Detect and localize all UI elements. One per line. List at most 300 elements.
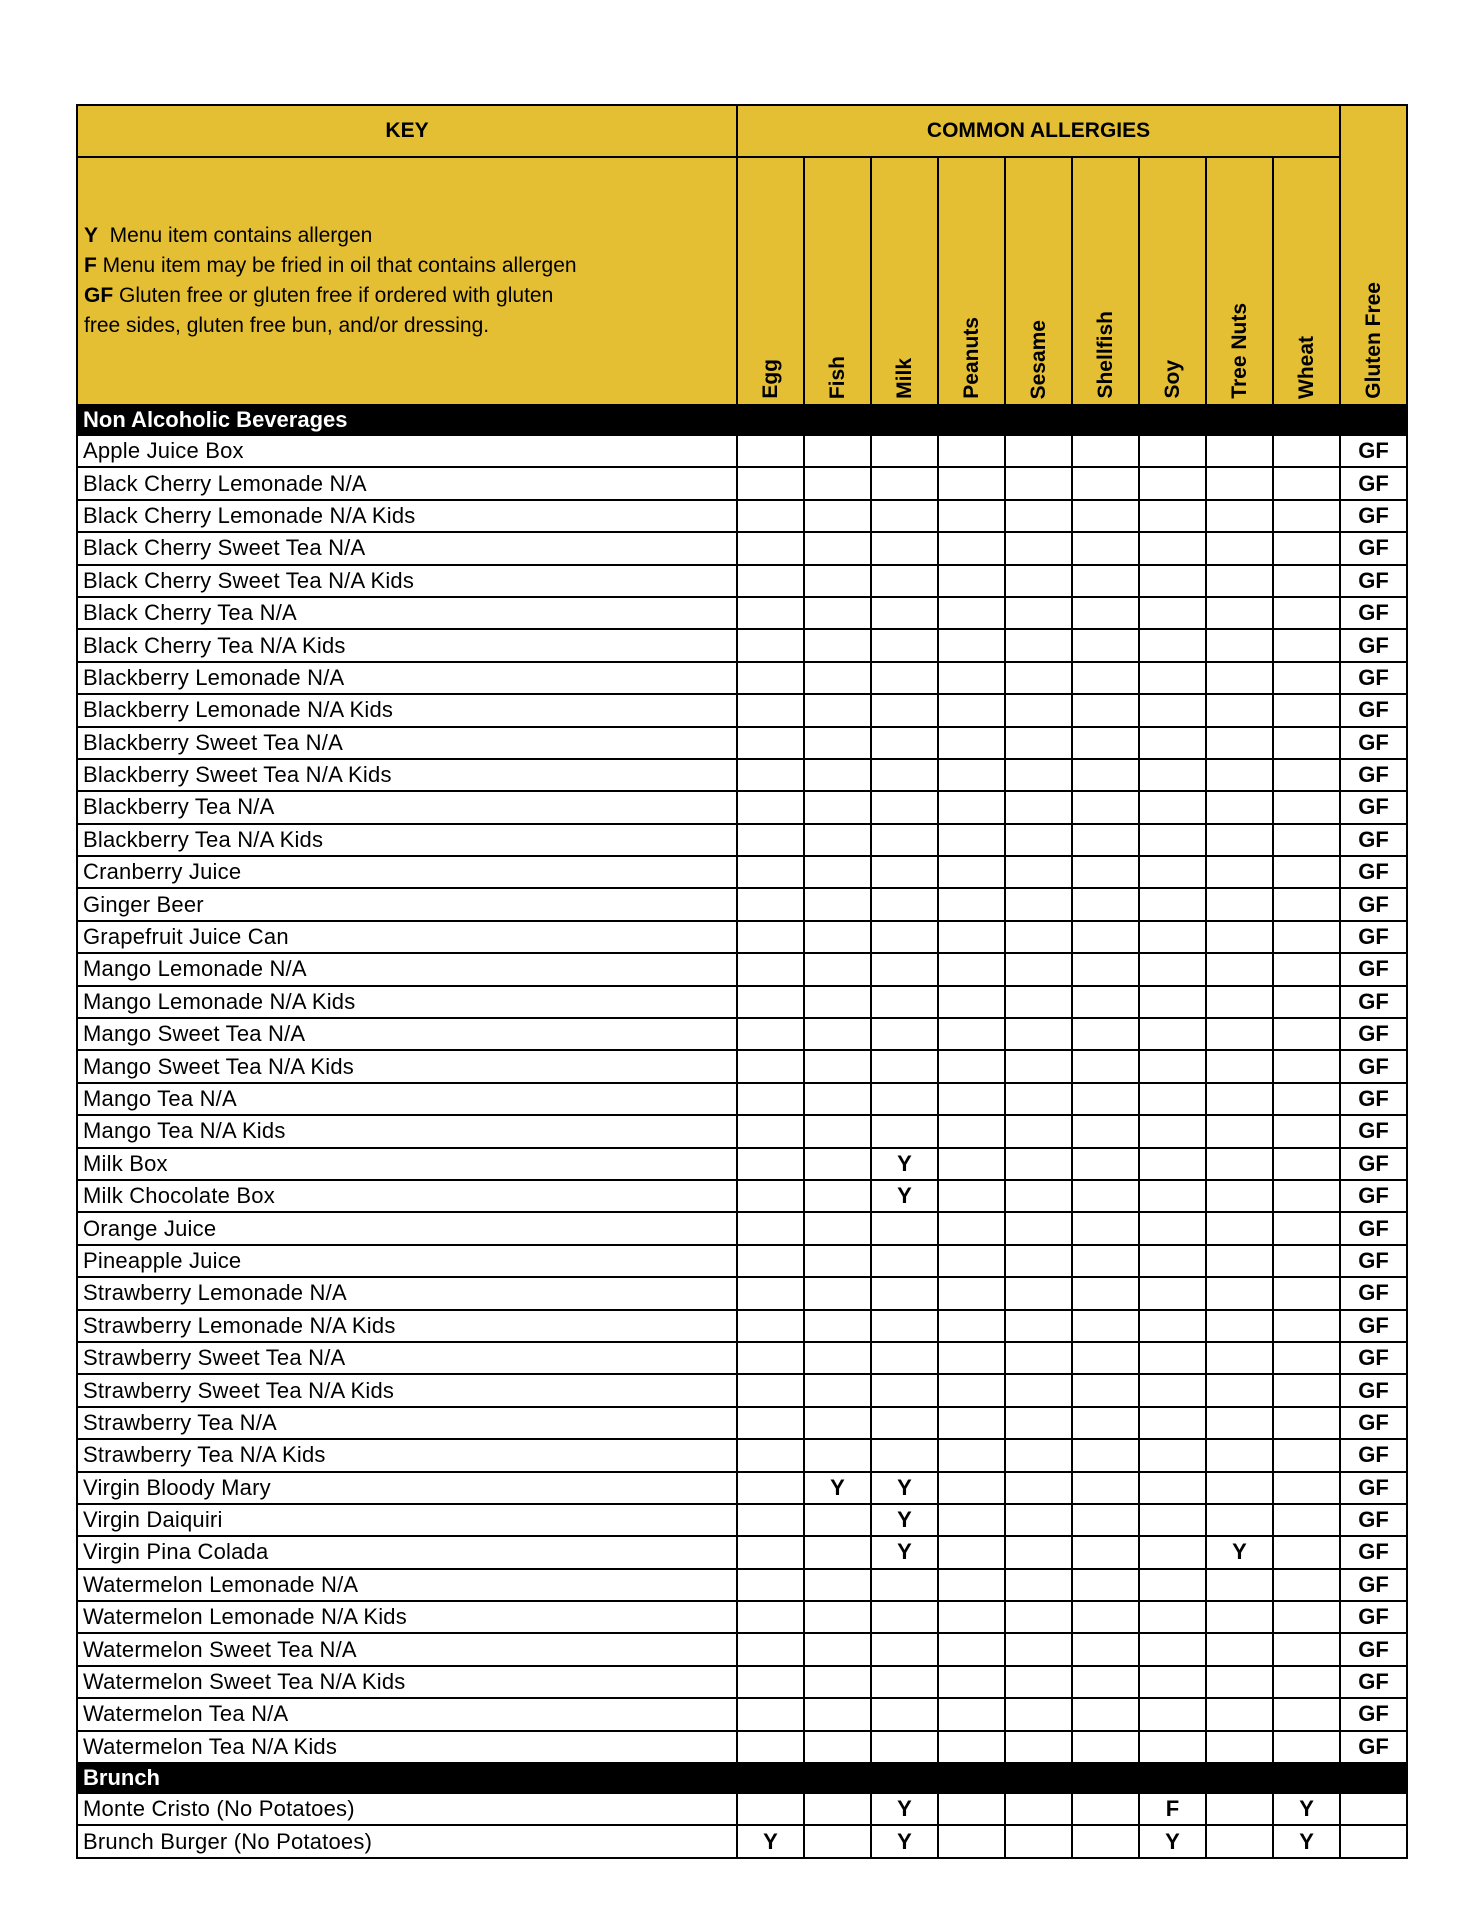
allergen-cell-peanuts <box>938 1342 1005 1374</box>
allergen-cell-peanuts <box>938 629 1005 661</box>
item-name: Black Cherry Lemonade N/A <box>77 467 737 499</box>
allergen-cell-shellfish <box>1072 921 1139 953</box>
allergen-cell-wheat <box>1273 694 1340 726</box>
gluten-free-cell: GF <box>1340 791 1407 823</box>
allergen-cell-fish <box>804 565 871 597</box>
allergen-cell-tree-nuts <box>1206 1018 1273 1050</box>
table-row <box>77 1018 1407 1050</box>
allergen-cell-sesame <box>1005 1115 1072 1147</box>
allergen-cell-egg <box>737 1472 804 1504</box>
allergen-cell-peanuts <box>938 1536 1005 1568</box>
gluten-free-cell: GF <box>1340 1439 1407 1471</box>
allergen-cell-shellfish <box>1072 824 1139 856</box>
gluten-free-cell: GF <box>1340 1180 1407 1212</box>
gluten-free-cell: GF <box>1340 824 1407 856</box>
allergen-cell-shellfish <box>1072 1601 1139 1633</box>
allergen-cell-tree-nuts <box>1206 1698 1273 1730</box>
allergen-cell-peanuts <box>938 727 1005 759</box>
gluten-free-cell: GF <box>1340 856 1407 888</box>
allergen-label: Milk <box>892 358 916 399</box>
allergen-cell-fish <box>804 921 871 953</box>
allergen-cell-soy: Y <box>1139 1825 1206 1857</box>
allergen-cell-soy <box>1139 727 1206 759</box>
allergen-cell-egg <box>737 1793 804 1825</box>
item-name: Milk Box <box>77 1148 737 1180</box>
gluten-free-cell: GF <box>1340 1601 1407 1633</box>
allergen-cell-tree-nuts <box>1206 1212 1273 1244</box>
allergen-cell-fish <box>804 824 871 856</box>
allergen-cell-fish <box>804 629 871 661</box>
allergen-header-egg <box>737 157 804 405</box>
allergen-cell-fish <box>804 1407 871 1439</box>
allergen-cell-fish <box>804 1601 871 1633</box>
allergen-cell-wheat <box>1273 1731 1340 1763</box>
allergen-cell-shellfish <box>1072 1018 1139 1050</box>
allergen-cell-soy <box>1139 1407 1206 1439</box>
item-name: Strawberry Lemonade N/A <box>77 1277 737 1309</box>
item-name: Black Cherry Lemonade N/A Kids <box>77 500 737 532</box>
allergen-cell-fish <box>804 759 871 791</box>
table-row <box>77 986 1407 1018</box>
allergen-header-shellfish <box>1072 157 1139 405</box>
item-name: Blackberry Tea N/A Kids <box>77 824 737 856</box>
allergen-cell-peanuts <box>938 597 1005 629</box>
allergen-cell-fish <box>804 1277 871 1309</box>
allergen-cell-tree-nuts <box>1206 888 1273 920</box>
allergen-cell-peanuts <box>938 662 1005 694</box>
allergen-cell-sesame <box>1005 1698 1072 1730</box>
allergen-cell-wheat <box>1273 759 1340 791</box>
item-name: Virgin Pina Colada <box>77 1536 737 1568</box>
allergen-cell-milk <box>871 1083 938 1115</box>
table-row <box>77 694 1407 726</box>
allergen-cell-peanuts <box>938 565 1005 597</box>
allergen-cell-soy <box>1139 1018 1206 1050</box>
allergen-cell-peanuts <box>938 1212 1005 1244</box>
allergen-cell-tree-nuts <box>1206 1374 1273 1406</box>
allergen-cell-milk <box>871 1115 938 1147</box>
allergen-cell-tree-nuts <box>1206 759 1273 791</box>
allergen-cell-wheat <box>1273 662 1340 694</box>
allergen-cell-sesame <box>1005 888 1072 920</box>
allergen-cell-peanuts <box>938 759 1005 791</box>
allergen-cell-soy <box>1139 824 1206 856</box>
allergen-cell-soy <box>1139 597 1206 629</box>
allergen-cell-tree-nuts <box>1206 597 1273 629</box>
allergen-header-wheat <box>1273 157 1340 405</box>
table-row <box>77 629 1407 661</box>
table-row <box>77 597 1407 629</box>
allergen-cell-milk <box>871 1374 938 1406</box>
allergen-cell-fish <box>804 1148 871 1180</box>
allergen-cell-fish <box>804 1310 871 1342</box>
allergen-cell-egg <box>737 1666 804 1698</box>
allergen-cell-sesame <box>1005 694 1072 726</box>
item-name: Grapefruit Juice Can <box>77 921 737 953</box>
allergen-cell-egg <box>737 1407 804 1439</box>
allergen-cell-peanuts <box>938 1407 1005 1439</box>
allergen-cell-soy <box>1139 791 1206 823</box>
item-name: Cranberry Juice <box>77 856 737 888</box>
item-name: Black Cherry Sweet Tea N/A Kids <box>77 565 737 597</box>
allergen-cell-fish <box>804 532 871 564</box>
item-name: Blackberry Sweet Tea N/A Kids <box>77 759 737 791</box>
allergen-label: Tree Nuts <box>1227 303 1251 399</box>
gluten-free-cell: GF <box>1340 565 1407 597</box>
allergen-cell-shellfish <box>1072 629 1139 661</box>
allergen-cell-tree-nuts <box>1206 1666 1273 1698</box>
table-row <box>77 1731 1407 1763</box>
allergen-cell-egg <box>737 1342 804 1374</box>
gluten-free-header: Gluten Free <box>1361 282 1385 399</box>
allergen-cell-fish <box>804 1115 871 1147</box>
allergen-cell-soy <box>1139 1698 1206 1730</box>
allergen-cell-shellfish <box>1072 1569 1139 1601</box>
allergen-cell-sesame <box>1005 467 1072 499</box>
allergen-cell-egg <box>737 1310 804 1342</box>
allergen-cell-milk <box>871 1666 938 1698</box>
allergen-cell-shellfish <box>1072 1793 1139 1825</box>
allergen-cell-fish <box>804 1342 871 1374</box>
item-name: Brunch Burger (No Potatoes) <box>77 1825 737 1857</box>
allergen-cell-sesame <box>1005 1504 1072 1536</box>
allergen-cell-wheat <box>1273 1504 1340 1536</box>
allergen-cell-egg <box>737 986 804 1018</box>
allergen-cell-fish <box>804 1245 871 1277</box>
allergen-cell-milk <box>871 435 938 467</box>
allergen-cell-wheat <box>1273 1083 1340 1115</box>
allergen-cell-shellfish <box>1072 467 1139 499</box>
gluten-free-cell: GF <box>1340 986 1407 1018</box>
allergen-cell-fish <box>804 1083 871 1115</box>
allergen-cell-milk <box>871 597 938 629</box>
allergen-cell-soy <box>1139 1569 1206 1601</box>
key-legend <box>77 157 737 405</box>
gluten-free-cell <box>1340 1825 1407 1857</box>
item-name: Apple Juice Box <box>77 435 737 467</box>
table-row <box>77 1310 1407 1342</box>
allergen-cell-fish <box>804 1050 871 1082</box>
allergen-cell-sesame <box>1005 856 1072 888</box>
allergen-cell-wheat <box>1273 467 1340 499</box>
allergen-cell-peanuts <box>938 1277 1005 1309</box>
allergen-label: Egg <box>758 359 782 399</box>
gluten-free-cell: GF <box>1340 597 1407 629</box>
table-row <box>77 727 1407 759</box>
allergen-cell-wheat <box>1273 1212 1340 1244</box>
allergen-cell-peanuts <box>938 435 1005 467</box>
allergen-cell-shellfish <box>1072 759 1139 791</box>
table-row <box>77 1698 1407 1730</box>
allergen-cell-peanuts <box>938 1310 1005 1342</box>
allergen-cell-milk <box>871 1245 938 1277</box>
allergen-cell-sesame <box>1005 1148 1072 1180</box>
allergen-cell-tree-nuts <box>1206 1731 1273 1763</box>
allergen-cell-wheat <box>1273 1148 1340 1180</box>
allergen-cell-egg <box>737 1698 804 1730</box>
allergen-cell-wheat <box>1273 1374 1340 1406</box>
allergen-cell-wheat <box>1273 629 1340 661</box>
allergen-cell-tree-nuts <box>1206 986 1273 1018</box>
allergen-cell-fish <box>804 597 871 629</box>
allergen-cell-shellfish <box>1072 694 1139 726</box>
allergen-cell-shellfish <box>1072 856 1139 888</box>
gluten-free-cell: GF <box>1340 1212 1407 1244</box>
item-name: Blackberry Tea N/A <box>77 791 737 823</box>
table-row <box>77 1439 1407 1471</box>
item-name: Watermelon Tea N/A Kids <box>77 1731 737 1763</box>
allergen-cell-sesame <box>1005 953 1072 985</box>
gluten-free-cell: GF <box>1340 1115 1407 1147</box>
allergen-cell-egg <box>737 662 804 694</box>
allergen-cell-egg <box>737 1050 804 1082</box>
item-name: Watermelon Lemonade N/A Kids <box>77 1601 737 1633</box>
gluten-free-cell: GF <box>1340 532 1407 564</box>
allergen-cell-sesame <box>1005 1825 1072 1857</box>
allergen-cell-egg <box>737 791 804 823</box>
allergen-cell-milk <box>871 986 938 1018</box>
allergen-label: Sesame <box>1026 319 1050 399</box>
allergen-cell-soy <box>1139 629 1206 661</box>
allergen-cell-sesame <box>1005 565 1072 597</box>
allergen-cell-tree-nuts <box>1206 500 1273 532</box>
allergen-cell-sesame <box>1005 791 1072 823</box>
allergen-cell-wheat <box>1273 435 1340 467</box>
allergen-cell-wheat <box>1273 1407 1340 1439</box>
allergen-cell-shellfish <box>1072 1666 1139 1698</box>
section-title: Brunch <box>77 1763 1407 1793</box>
allergen-cell-wheat <box>1273 1050 1340 1082</box>
allergen-cell-egg <box>737 824 804 856</box>
item-name: Blackberry Sweet Tea N/A <box>77 727 737 759</box>
allergen-cell-egg <box>737 1148 804 1180</box>
allergen-cell-tree-nuts <box>1206 1083 1273 1115</box>
allergen-cell-fish <box>804 1439 871 1471</box>
allergen-cell-egg <box>737 727 804 759</box>
allergen-cell-egg <box>737 1633 804 1665</box>
allergen-cell-peanuts <box>938 467 1005 499</box>
table-row <box>77 1180 1407 1212</box>
item-name: Strawberry Tea N/A Kids <box>77 1439 737 1471</box>
table-row <box>77 1472 1407 1504</box>
table-row <box>77 500 1407 532</box>
allergen-cell-egg <box>737 953 804 985</box>
table-row <box>77 1407 1407 1439</box>
item-name: Watermelon Sweet Tea N/A <box>77 1633 737 1665</box>
menu-items-body <box>77 405 1407 1858</box>
allergen-cell-fish <box>804 500 871 532</box>
allergen-cell-fish: Y <box>804 1472 871 1504</box>
allergen-cell-shellfish <box>1072 1180 1139 1212</box>
allergen-cell-tree-nuts <box>1206 1601 1273 1633</box>
section-header-row <box>77 1763 1407 1793</box>
allergen-cell-fish <box>804 1633 871 1665</box>
allergen-cell-egg <box>737 467 804 499</box>
allergen-cell-egg: Y <box>737 1825 804 1857</box>
allergen-cell-shellfish <box>1072 1310 1139 1342</box>
item-name: Mango Lemonade N/A <box>77 953 737 985</box>
table-row <box>77 467 1407 499</box>
item-name: Watermelon Sweet Tea N/A Kids <box>77 1666 737 1698</box>
allergen-cell-soy <box>1139 759 1206 791</box>
allergen-cell-egg <box>737 1601 804 1633</box>
allergen-cell-milk: Y <box>871 1148 938 1180</box>
allergen-cell-tree-nuts <box>1206 1342 1273 1374</box>
table-row <box>77 1536 1407 1568</box>
allergen-cell-milk: Y <box>871 1472 938 1504</box>
allergen-cell-fish <box>804 791 871 823</box>
item-name: Strawberry Tea N/A <box>77 1407 737 1439</box>
allergen-cell-wheat <box>1273 1633 1340 1665</box>
allergen-cell-egg <box>737 500 804 532</box>
gluten-free-cell: GF <box>1340 1536 1407 1568</box>
allergen-cell-peanuts <box>938 824 1005 856</box>
table-row <box>77 565 1407 597</box>
allergen-cell-egg <box>737 1245 804 1277</box>
gluten-free-cell: GF <box>1340 1310 1407 1342</box>
allergen-cell-soy <box>1139 856 1206 888</box>
allergen-cell-fish <box>804 856 871 888</box>
allergen-cell-soy <box>1139 1212 1206 1244</box>
allergen-header-soy <box>1139 157 1206 405</box>
allergen-cell-peanuts <box>938 1793 1005 1825</box>
allergen-cell-wheat <box>1273 1180 1340 1212</box>
allergen-cell-egg <box>737 856 804 888</box>
allergen-cell-milk: Y <box>871 1180 938 1212</box>
allergen-cell-fish <box>804 1666 871 1698</box>
allergen-cell-milk <box>871 1310 938 1342</box>
allergen-cell-egg <box>737 694 804 726</box>
allergen-cell-soy <box>1139 1439 1206 1471</box>
allergen-cell-milk <box>871 888 938 920</box>
allergen-cell-sesame <box>1005 1342 1072 1374</box>
allergen-cell-sesame <box>1005 1793 1072 1825</box>
allergen-cell-wheat <box>1273 1569 1340 1601</box>
allergen-cell-sesame <box>1005 532 1072 564</box>
allergen-cell-fish <box>804 1793 871 1825</box>
allergen-cell-milk <box>871 629 938 661</box>
allergen-cell-wheat <box>1273 1277 1340 1309</box>
allergen-cell-peanuts <box>938 953 1005 985</box>
allergen-cell-soy <box>1139 921 1206 953</box>
allergen-cell-sesame <box>1005 1666 1072 1698</box>
section-title: Non Alcoholic Beverages <box>77 405 1407 435</box>
allergen-cell-peanuts <box>938 1148 1005 1180</box>
allergen-cell-sesame <box>1005 1083 1072 1115</box>
table-row <box>77 1825 1407 1857</box>
key-title: KEY <box>77 105 737 157</box>
table-row <box>77 1504 1407 1536</box>
item-name: Mango Sweet Tea N/A Kids <box>77 1050 737 1082</box>
allergen-cell-tree-nuts <box>1206 1180 1273 1212</box>
allergen-cell-egg <box>737 1569 804 1601</box>
allergen-cell-milk <box>871 565 938 597</box>
allergen-cell-milk <box>871 500 938 532</box>
allergen-cell-peanuts <box>938 888 1005 920</box>
allergen-cell-wheat <box>1273 1601 1340 1633</box>
allergen-cell-egg <box>737 1115 804 1147</box>
item-name: Blackberry Lemonade N/A <box>77 662 737 694</box>
allergen-label: Shellfish <box>1093 311 1117 399</box>
allergen-cell-soy <box>1139 1633 1206 1665</box>
allergen-cell-milk <box>871 532 938 564</box>
allergen-cell-soy <box>1139 1472 1206 1504</box>
item-name: Virgin Daiquiri <box>77 1504 737 1536</box>
item-name: Black Cherry Sweet Tea N/A <box>77 532 737 564</box>
item-name: Orange Juice <box>77 1212 737 1244</box>
gluten-free-cell: GF <box>1340 1731 1407 1763</box>
table-row <box>77 1793 1407 1825</box>
allergen-cell-egg <box>737 1018 804 1050</box>
allergen-cell-shellfish <box>1072 791 1139 823</box>
allergen-cell-tree-nuts <box>1206 532 1273 564</box>
allergen-cell-sesame <box>1005 1569 1072 1601</box>
allergen-cell-wheat <box>1273 1018 1340 1050</box>
allergen-cell-tree-nuts <box>1206 629 1273 661</box>
allergen-cell-sesame <box>1005 1439 1072 1471</box>
allergen-cell-wheat <box>1273 1115 1340 1147</box>
gluten-free-cell: GF <box>1340 921 1407 953</box>
allergen-cell-milk: Y <box>871 1793 938 1825</box>
allergen-cell-fish <box>804 435 871 467</box>
allergen-cell-tree-nuts <box>1206 791 1273 823</box>
table-row <box>77 1115 1407 1147</box>
allergen-cell-tree-nuts <box>1206 1050 1273 1082</box>
gluten-free-cell: GF <box>1340 694 1407 726</box>
allergen-header-peanuts <box>938 157 1005 405</box>
allergen-cell-shellfish <box>1072 727 1139 759</box>
allergen-cell-shellfish <box>1072 1825 1139 1857</box>
allergen-cell-milk <box>871 856 938 888</box>
table-row <box>77 1083 1407 1115</box>
allergen-cell-tree-nuts <box>1206 662 1273 694</box>
allergen-cell-shellfish <box>1072 1050 1139 1082</box>
allergen-cell-sesame <box>1005 435 1072 467</box>
allergen-cell-peanuts <box>938 1731 1005 1763</box>
key-line-y: Y Menu item contains allergen <box>84 224 373 247</box>
allergen-cell-wheat <box>1273 824 1340 856</box>
allergen-cell-shellfish <box>1072 1083 1139 1115</box>
allergen-cell-milk <box>871 467 938 499</box>
allergen-cell-peanuts <box>938 1601 1005 1633</box>
allergen-cell-egg <box>737 1504 804 1536</box>
allergen-cell-soy <box>1139 1115 1206 1147</box>
gluten-free-cell: GF <box>1340 629 1407 661</box>
item-name: Strawberry Lemonade N/A Kids <box>77 1310 737 1342</box>
table-row <box>77 1050 1407 1082</box>
allergen-label: Soy <box>1160 360 1184 399</box>
item-name: Blackberry Lemonade N/A Kids <box>77 694 737 726</box>
allergen-cell-milk <box>871 791 938 823</box>
item-name: Pineapple Juice <box>77 1245 737 1277</box>
item-name: Mango Tea N/A Kids <box>77 1115 737 1147</box>
item-name: Watermelon Tea N/A <box>77 1698 737 1730</box>
allergen-cell-fish <box>804 1374 871 1406</box>
allergen-cell-tree-nuts <box>1206 435 1273 467</box>
table-row <box>77 824 1407 856</box>
allergen-cell-tree-nuts <box>1206 1310 1273 1342</box>
allergen-cell-milk <box>871 1731 938 1763</box>
allergen-cell-soy <box>1139 1342 1206 1374</box>
allergen-cell-egg <box>737 435 804 467</box>
allergen-cell-fish <box>804 1731 871 1763</box>
allergen-cell-milk <box>871 694 938 726</box>
section-header-row <box>77 405 1407 435</box>
allergen-cell-shellfish <box>1072 1633 1139 1665</box>
gluten-free-cell: GF <box>1340 1698 1407 1730</box>
allergen-cell-sesame <box>1005 1374 1072 1406</box>
table-row <box>77 1245 1407 1277</box>
